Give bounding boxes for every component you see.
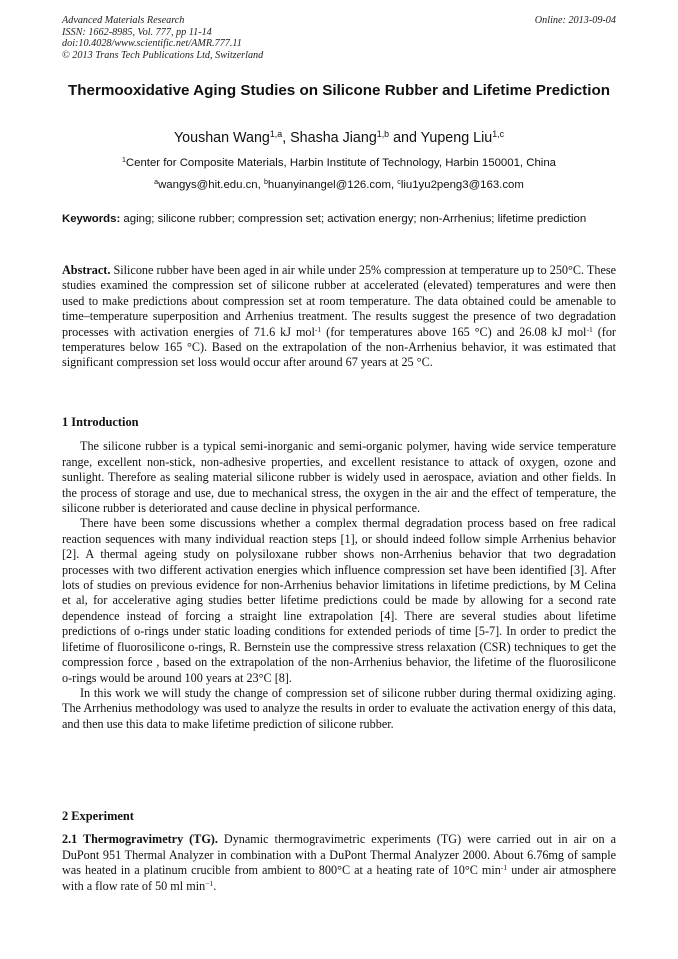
section-introduction — [62, 415, 616, 732]
unit-sup: -1 — [586, 324, 593, 334]
author-name: Youshan Wang — [173, 130, 270, 146]
journal-name: Advanced Materials Research — [62, 15, 185, 26]
tg-text-1: Dynamic thermogravimetric experiments (TG) were carried out in air on a DuPont 951 Thermal Analyzer in combination with a DuPont Thermal Analyzer 2000. About 6.76mg of sample was heated in a platinum crucible from ambient to 800°C at a heating rate of 10°C min — [62, 832, 616, 878]
email-sep: , — [257, 179, 264, 191]
author-name: Shasha Jiang — [290, 130, 377, 146]
email-address[interactable]: liu1yu2peng3@163.com — [400, 179, 524, 191]
author-name: Yupeng Liu — [420, 130, 493, 146]
journal-header — [62, 15, 616, 61]
body-paragraph — [62, 832, 616, 894]
email-list — [62, 178, 616, 193]
author-sup: 1,c — [492, 129, 505, 140]
email-sup: c — [397, 179, 401, 187]
email-sep: , — [390, 179, 398, 191]
unit-sup: −1 — [205, 878, 214, 888]
email-address[interactable]: wangys@hit.edu.cn — [158, 179, 258, 191]
tg-text-3: . — [213, 878, 217, 893]
abstract-text-2: (for temperatures above 165 °C) and 26.08 kJ mol — [321, 324, 587, 339]
keywords-text: aging; silicone rubber; compression set; activation energy; non-Arrhenius; lifetime prediction — [123, 213, 587, 225]
unit-sup: -1 — [314, 324, 322, 334]
paper-title: Thermooxidative Aging Studies on Silicone Rubber and Lifetime Prediction — [67, 82, 611, 99]
unit-sup: -1 — [500, 863, 508, 873]
abstract-text-1: Silicone rubber have been aged in air while under 25% compression at temperature up to 250°C. These studies examined the compression set of silicone rubber at accelerated (elevated) temperatures and were then used to make predictions about compression set at room temperature. The data obtained could be amenable to time–temperature superposition and Arrhenius treatment. The results suggest the presence of two degradation processes with activation energies of 71.6 kJ mol — [62, 263, 617, 339]
abstract-text-3: (for temperatures below 165 °C). Based on the extrapolation of the non-Arrhenius behavior, it was estimated that significant compression set loss would occur after around 67 years at 25 °C. — [62, 324, 616, 370]
section-heading: 2 Experiment — [62, 809, 134, 823]
keywords-label: Keywords: — [62, 213, 121, 225]
author-list — [62, 129, 616, 147]
abstract-label: Abstract. — [62, 263, 111, 277]
author-sup: 1,a — [269, 129, 283, 140]
body-paragraph: The silicone rubber is a typical semi-inorganic and semi-organic polymer, having wide service temperature range, excellent non-stick, non-adhesive properties, and excellent resistance to attack of oxygen, ozone and sunlight. Therefore as sealing material silicone rubber is widely used in aerospace, aviation and other fields. In the process of storage and use, due to mechanical stress, the oxygen in the air and the effect of temperature, the silicone rubber is deteriorated and cause decline in physical performance. — [62, 439, 616, 516]
copyright-line: © 2013 Trans Tech Publications Ltd, Switzerland — [62, 49, 264, 61]
abstract-paragraph — [62, 263, 616, 371]
body-paragraph: In this work we will study the change of compression set of silicone rubber during thermal oxidizing aging. The Arrhenius methodology was used to analyze the results in order to evaluate the activation energy of this data, and then use this data to make lifetime prediction of silicone rubber. — [62, 685, 616, 731]
affiliation-text: Center for Composite Materials, Harbin Institute of Technology, Harbin 150001, China — [125, 157, 557, 169]
email-address[interactable]: huanyinangel@126.com — [267, 179, 391, 191]
email-sup: b — [264, 179, 268, 187]
author-sep: , — [282, 130, 291, 146]
affiliation — [62, 156, 616, 171]
section-experiment — [62, 809, 616, 894]
author-sup: 1,b — [376, 129, 390, 140]
section-heading: 1 Introduction — [62, 415, 139, 429]
body-paragraph: There have been some discussions whether a complex thermal degradation process based on free radical reaction sequences with many individual reaction steps [1], or should indeed follow simple Arrhenius behavior [2]. A thermal ageing study on polysiloxane rubber shows non-Arrhenius behavior that two degradation processes with two different activation energies which influence compression set have been identified [3]. After lots of studies on previous evidence for non-Arrhenius behavior limitations in lifetime predictions, by M Celina et al, for accelerative aging studies better lifetime predictions could be made by allowing for a second rate dependence instead of forcing a straight line extrapolation [4]. There are several studies about lifetime predictions of o-rings under static loading conditions for extended periods of time [5-7]. In order to predict the lifetime of fluorosilicone o-rings, R. Bernstein use the compressive stress relaxation (CSR) techniques to get the compression force , based on the extrapolation of the non-Arrhenius behavior, the lifetime of the fluorosilicone o-rings would be around 100 years at 23°C [8]. — [62, 516, 616, 685]
online-date: Online: 2013-09-04 — [534, 15, 616, 26]
abstract — [62, 263, 616, 371]
affiliation-sup: 1 — [121, 157, 126, 165]
subsection-heading: 2.1 Thermogravimetry (TG). — [62, 832, 218, 847]
doi-line: doi:10.4028/www.scientific.net/AMR.777.11 — [62, 38, 242, 50]
keywords — [62, 212, 616, 227]
author-sep: and — [389, 130, 421, 146]
tg-text-2: under air atmosphere with a flow rate of 50 ml min — [62, 863, 617, 893]
email-sup: a — [154, 179, 159, 187]
issn-line: ISSN: 1662-8985, Vol. 777, pp 11-14 — [62, 26, 212, 38]
